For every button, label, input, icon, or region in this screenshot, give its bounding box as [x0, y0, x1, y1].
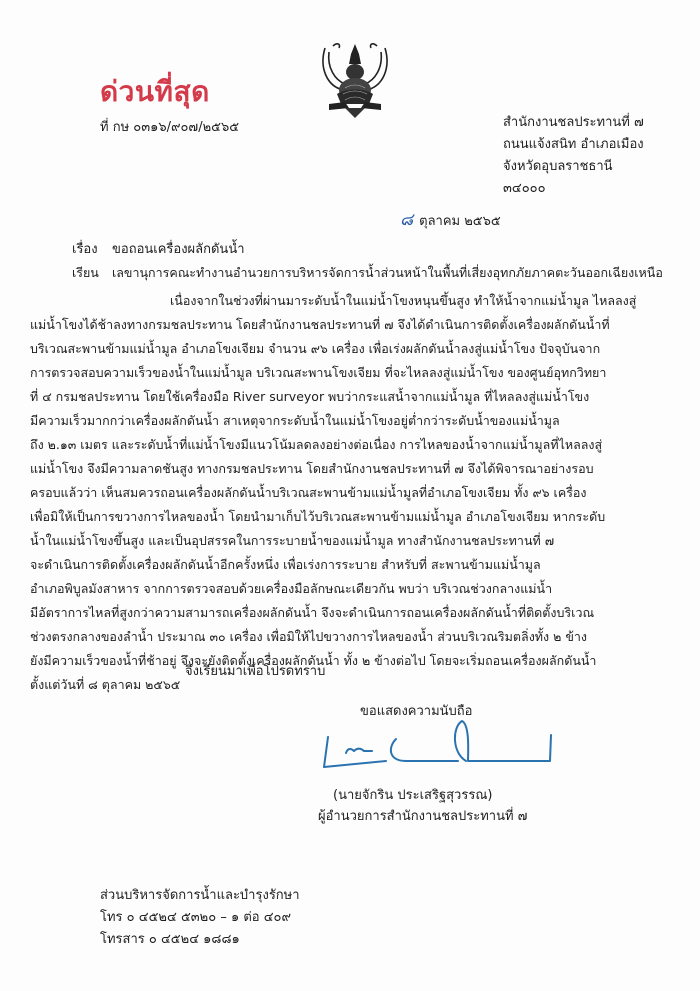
body-line: ครอบแล้วว่า เห็นสมควรถอนเครื่องผลักดันน้ำบริเวณสะพานข้ามแม่น้ำมูลที่อำเภอโขงเจียม ทั้ง ๙๖ เครื่อง	[30, 485, 587, 500]
recipient-line	[72, 263, 663, 283]
reference-number: ที่ กษ ๐๓๑๖/๙๐๗/๒๕๖๕	[100, 120, 240, 135]
urgency-label: ด่วนที่สุด	[100, 75, 210, 108]
address-line: จังหวัดอุบลราชธานี	[503, 159, 613, 174]
body-line: มีความเร็วมากกว่าเครื่องผลักดันน้ำ สาเหตุจากระดับน้ำในแม่น้ำโขงอยู่ต่ำกว่าระดับน้ำของแม่น้ำมูล	[30, 413, 560, 428]
body-line: ถึง ๒.๑๓ เมตร และระดับน้ำที่แม่น้ำโขงมีแนวโน้มลดลงอย่างต่อเนื่อง การไหลของน้ำจากแม่น้ำมูลที่ไหลลงสู่	[30, 437, 603, 452]
body-line: ยังมีความเร็วของน้ำที่ช้าอยู่ จึงจะยังติดตั้งเครื่องผลักดันน้ำ ทั้ง ๒ ข้างต่อไป โดยจะเริ่มถอนเครื่องผลักดันน้ำ	[30, 653, 597, 668]
footer-contact	[100, 885, 300, 951]
body-line: จะดำเนินการติดตั้งเครื่องผลักดันน้ำอีกครั้งหนึ่ง เพื่อเร่งการระบาย สำหรับที่ สะพานข้ามแม่น้ำมูล	[30, 557, 541, 572]
sender-address	[503, 112, 644, 200]
footer-phone: โทร ๐ ๔๕๒๔ ๕๓๒๐ – ๑ ต่อ ๔๐๙	[100, 910, 292, 925]
address-line: สำนักงานชลประทานที่ ๗	[503, 115, 644, 130]
address-line: ๓๔๐๐๐	[503, 181, 546, 196]
body-line: บริเวณสะพานข้ามแม่น้ำมูล อำเภอโขงเจียม จำนวน ๙๖ เครื่อง เพื่อเร่งผลักดันน้ำลงสู่แม่น้ำโขง ปัจจุบันจาก	[30, 341, 601, 356]
date-day-handwritten: ๘	[400, 210, 414, 230]
body-line: ตั้งแต่วันที่ ๘ ตุลาคม ๒๕๖๕	[30, 677, 181, 692]
signer-title: ผู้อำนวยการสำนักงานชลประทานที่ ๗	[318, 809, 528, 824]
body-line: การตรวจสอบความเร็วของน้ำในแม่น้ำมูล บริเวณสะพานโขงเจียม ที่จะไหลลงสู่แม่น้ำโขง ของศูนย์อุทกวิทยา	[30, 365, 607, 380]
body-line: มีอัตราการไหลที่สูงกว่าความสามารถเครื่องผลักดันน้ำ จึงจะดำเนินการถอนเครื่องผลักดันน้ำที่ติดตั้งบริเวณ	[30, 605, 595, 620]
subject-label: เรื่อง	[72, 242, 98, 257]
date-month-year: ตุลาคม ๒๕๖๕	[419, 214, 501, 229]
footer-fax: โทรสาร ๐ ๔๕๒๔ ๑๘๘๑	[100, 932, 240, 947]
body-line: แม่น้ำโขงได้ช้าลงทางกรมชลประทาน โดยสำนักงานชลประทานที่ ๗ จึงได้ดำเนินการติดตั้งเครื่องผลักดันน้ำที่	[30, 317, 610, 332]
body-line: อำเภอพิบูลมังสาหาร จากการตรวจสอบด้วยเครื่องมือลักษณะเดียวกัน พบว่า บริเวณช่วงกลางแม่น้ำ	[30, 581, 553, 596]
body-line: เพื่อมิให้เป็นการขวางการไหลของน้ำ โดยนำมาเก็บไว้บริเวณสะพานข้ามแม่น้ำมูล อำเภอโขงเจียม หากระดับ	[30, 509, 606, 524]
closing-regards: ขอแสดงความนับถือ	[360, 704, 473, 719]
handwritten-signature-icon	[318, 717, 558, 777]
body-line: ช่วงตรงกลางของลำน้ำ ประมาณ ๓๐ เครื่อง เพื่อมิให้ไปขวางการไหลของน้ำ ส่วนบริเวณริมตลิ่งทั้ง ๒ ข้าง	[30, 629, 587, 644]
garuda-emblem-icon	[315, 38, 395, 120]
letter-date	[400, 206, 501, 233]
body-line: เนื่องจากในช่วงที่ผ่านมาระดับน้ำในแม่น้ำโขงหนุนขึ้นสูง ทำให้น้ำจากแม่น้ำมูล ไหลลงสู่	[170, 293, 637, 308]
recipient-label: เรียน	[72, 265, 99, 280]
body-line: แม่น้ำโขง จึงมีความลาดชันสูง ทางกรมชลประทาน โดยสำนักงานชลประทานที่ ๗ จึงได้พิจารณาอย่างรอบ	[30, 461, 594, 476]
footer-department: ส่วนบริหารจัดการน้ำและบำรุงรักษา	[100, 888, 300, 903]
address-line: ถนนแจ้งสนิท อำเภอเมือง	[503, 137, 644, 152]
subject-text: ขอถอนเครื่องผลักดันน้ำ	[112, 242, 245, 257]
recipient-text: เลขานุการคณะทำงานอำนวยการบริหารจัดการน้ำส่วนหน้าในพื้นที่เสี่ยงอุทกภัยภาคตะวันออกเฉียงเหนือ	[112, 265, 663, 280]
closing-inform: จึงเรียนมาเพื่อโปรดทราบ	[185, 664, 326, 679]
subject-line	[72, 238, 245, 259]
body-line: ที่ ๔ กรมชลประทาน โดยใช้เครื่องมือ River surveyor พบว่ากระแสน้ำจากแม่น้ำมูล ที่ไหลลงสู่แม่น้ำโขง	[30, 389, 590, 404]
body-line: น้ำในแม่น้ำโขงขึ้นสูง และเป็นอุปสรรคในการระบายน้ำของแม่น้ำมูล ทางสำนักงานชลประทานที่ ๗	[30, 533, 555, 548]
letter-body	[30, 289, 650, 697]
signer-name: (นายจักริน ประเสริฐสุวรรณ)	[333, 788, 493, 803]
